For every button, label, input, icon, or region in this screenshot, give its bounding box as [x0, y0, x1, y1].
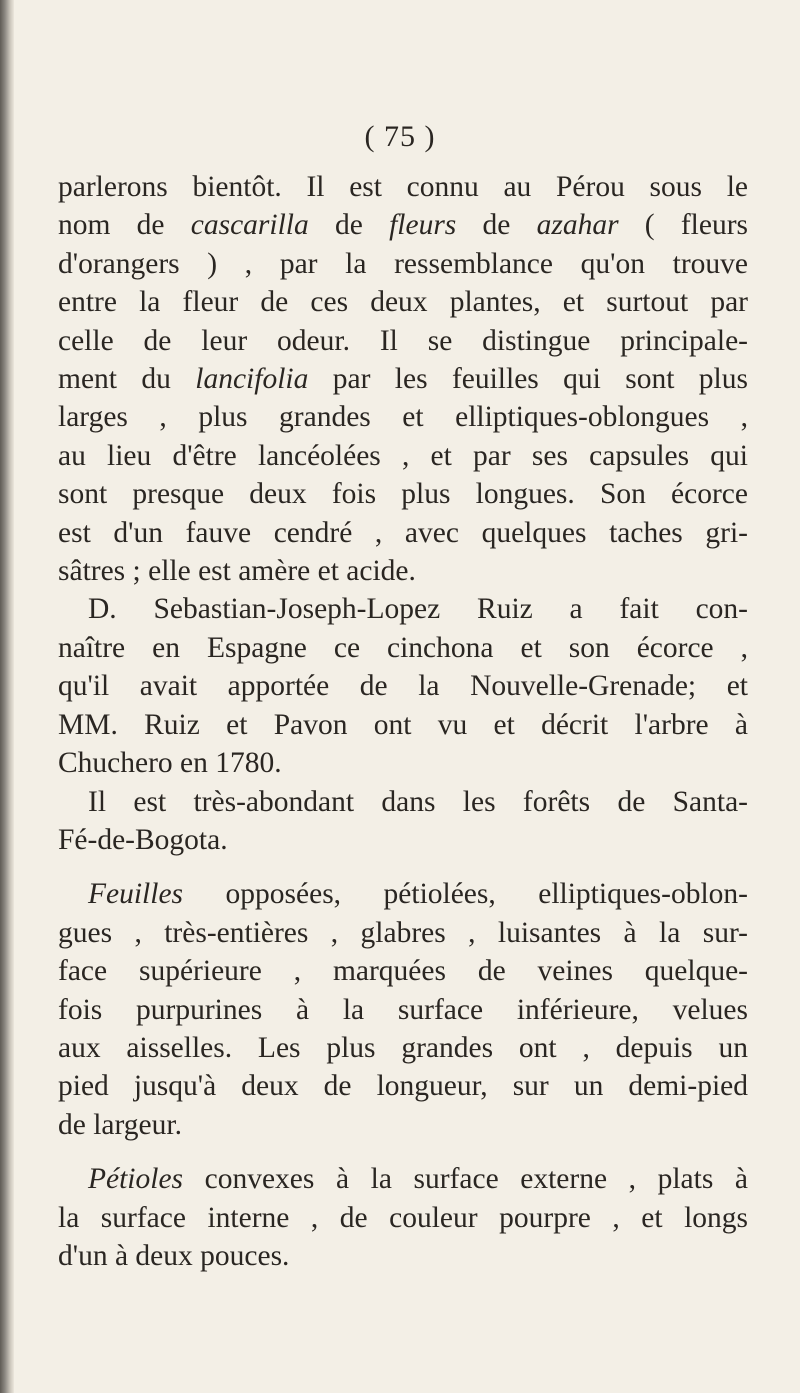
- text-segment: celle de leur odeur. Il se distingue principale-: [58, 324, 748, 357]
- text-line: [58, 783, 748, 821]
- text-line: [58, 706, 748, 744]
- text-segment: parlerons bientôt. Il est connu au Pérou sous le: [58, 171, 748, 203]
- text-segment: est d'un fauve cendré , avec quelques taches gri-: [58, 516, 748, 549]
- text-line: [58, 360, 748, 398]
- text-line: [58, 1160, 748, 1198]
- text-segment: sont presque deux fois plus longues. Son écorce: [58, 478, 748, 511]
- text-segment: ( fleurs: [618, 209, 749, 242]
- italic-term: lancifolia: [195, 363, 309, 396]
- italic-term: cascarilla: [190, 209, 309, 242]
- text-segment: aux aisselles. Les plus grandes ont , depuis un: [58, 1031, 748, 1064]
- italic-term: fleurs: [389, 209, 457, 242]
- text-segment: nom de: [58, 209, 191, 242]
- text-line: [58, 206, 748, 244]
- text-line: [58, 952, 748, 990]
- text-line: [58, 283, 748, 321]
- text-line: [58, 322, 748, 360]
- text-line: [58, 475, 748, 513]
- text-segment: Chuchero en 1780.: [58, 747, 282, 780]
- text-segment: de largeur.: [58, 1108, 182, 1141]
- text-line: [58, 168, 748, 206]
- text-segment: pied jusqu'à deux de longueur, sur un demi-pied: [58, 1070, 748, 1103]
- text-line: [58, 744, 748, 782]
- text-segment: convexes à la surface externe , plats à: [183, 1163, 748, 1196]
- text-line: [58, 875, 748, 913]
- text-line: [58, 398, 748, 436]
- paragraph-gap: [58, 859, 748, 875]
- text-segment: au lieu d'être lancéolées , et par ses capsules qui: [58, 439, 748, 472]
- text-line: [58, 991, 748, 1029]
- text-segment: Fé-de-Bogota.: [58, 823, 228, 856]
- text-line: [58, 914, 748, 952]
- text-segment: MM. Ruiz et Pavon ont vu et décrit l'arbre à: [58, 708, 748, 741]
- text-segment: qu'il avait apportée de la Nouvelle-Grenade; et: [58, 670, 748, 703]
- text-segment: face supérieure , marquées de veines quelque-: [58, 955, 748, 988]
- text-segment: naître en Espagne ce cinchona et son écorce ,: [58, 631, 748, 664]
- text-segment: d'orangers ) , par la ressemblance qu'on trouve: [58, 247, 748, 280]
- text-segment: la surface interne , de couleur pourpre , et longs: [58, 1201, 748, 1234]
- text-line: [58, 514, 748, 552]
- text-segment: opposées, pétiolées, elliptiques-oblon-: [183, 878, 748, 911]
- italic-term: Pétioles: [88, 1163, 184, 1196]
- text-line: [58, 1237, 748, 1275]
- text-line: [58, 1106, 748, 1144]
- text-segment: larges , plus grandes et elliptiques-oblongues ,: [58, 401, 748, 434]
- body-text: [58, 168, 748, 1275]
- text-line: [58, 245, 748, 283]
- text-segment: entre la fleur de ces deux plantes, et surtout par: [58, 286, 748, 319]
- text-segment: par les feuilles qui sont plus: [308, 363, 748, 396]
- text-line: [58, 821, 748, 859]
- italic-term: Feuilles: [88, 878, 184, 911]
- text-line: [58, 1067, 748, 1105]
- text-line: [58, 590, 748, 628]
- paragraph-gap: [58, 1144, 748, 1160]
- text-segment: sâtres ; elle est amère et acide.: [58, 555, 416, 588]
- text-line: [58, 667, 748, 705]
- text-line: [58, 437, 748, 475]
- text-segment: D. Sebastian-Joseph-Lopez Ruiz a fait con-: [88, 593, 748, 626]
- text-segment: fois purpurines à la surface inférieure, velues: [58, 993, 748, 1026]
- text-line: [58, 629, 748, 667]
- italic-term: azahar: [536, 209, 619, 242]
- text-line: [58, 552, 748, 590]
- text-segment: ment du: [58, 363, 196, 396]
- book-spine-shadow: [0, 0, 14, 1393]
- text-segment: gues , très-entières , glabres , luisantes à la sur-: [58, 916, 748, 949]
- text-segment: d'un à deux pouces.: [58, 1239, 290, 1272]
- text-segment: de: [308, 209, 390, 242]
- text-segment: de: [456, 209, 537, 242]
- page-number: ( 75 ): [364, 120, 436, 153]
- text-segment: Il est très-abondant dans les forêts de Santa-: [88, 785, 748, 818]
- text-line: [58, 1199, 748, 1237]
- text-line: [58, 1029, 748, 1067]
